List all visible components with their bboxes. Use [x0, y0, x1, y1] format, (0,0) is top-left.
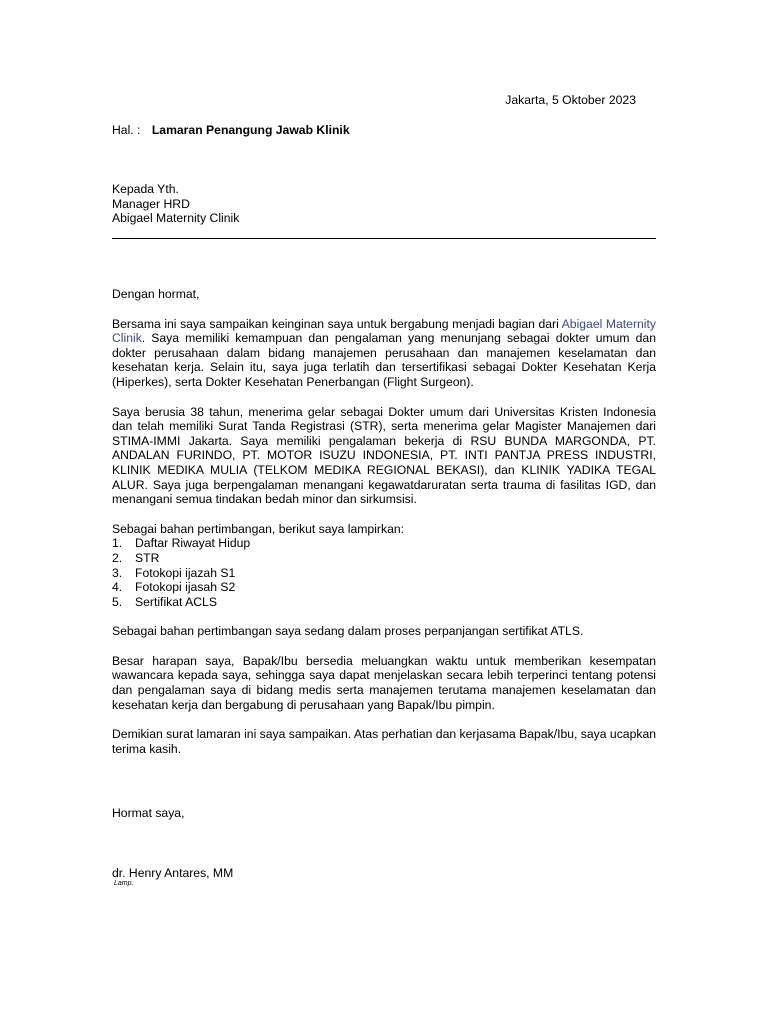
list-number: 5. [112, 594, 123, 609]
paragraph-atls: Sebagai bahan pertimbangan saya sedang dalam proses perpanjangan sertifikat ATLS. [112, 624, 584, 639]
letter-body [112, 287, 656, 771]
paragraph-text: . Saya memiliki kemampuan dan pengalaman yang menunjang sebagai dokter umum dan dokter perusahaan dalam bidang manajemen perusahaan dan manajemen keselamatan dan kesehatan kerja. Selain itu, saya juga terlatih dan tersertifikasi sebagai Dokter Kesehatan Kerja (Hiperkes), serta Dokter Kesehatan Penerbangan (Flight Surgeon). [112, 331, 656, 389]
lamp-note: Lamp. [114, 880, 134, 887]
subject-prefix: Hal. : [112, 123, 141, 137]
list-label: Fotokopi ijasah S2 [135, 580, 236, 595]
recipient-line: Abigael Maternity Clinik [112, 211, 240, 226]
list-number: 3. [112, 565, 123, 580]
paragraph-hope: Besar harapan saya, Bapak/Ibu bersedia meluangkan waktu untuk memberikan kesempatan wawancara kepada saya, sehingga saya dapat menjelaskan secara lebih terperinci tentang potensi dan pengalaman saya di bidang medis serta manajemen terutama manajemen keselamatan dan kesehatan kerja dan bergabung di perusahaan yang Bapak/Ibu pimpin. [112, 653, 656, 712]
list-label: Sertifikat ACLS [135, 594, 217, 609]
list-label: Daftar Riwayat Hidup [135, 536, 251, 551]
signer-name: dr. Henry Antares, MM [112, 866, 234, 880]
list-number: 4. [112, 580, 123, 595]
recipient-line: Kepada Yth. [112, 182, 179, 196]
list-number: 1. [112, 536, 123, 551]
paragraph-text: Bersama ini saya sampaikan keinginan saya untuk bergabung menjadi bagian dari [112, 316, 562, 331]
paragraph-intro [112, 317, 656, 390]
paragraph-closing: Demikian surat lamaran ini saya sampaikan. Atas perhatian dan kerjasama Bapak/Ibu, saya ucapkan terima kasih. [112, 727, 656, 756]
recipient-block [112, 182, 239, 226]
closing-greeting: Hormat saya, [112, 806, 185, 820]
place-date: Jakarta, 5 Oktober 2023 [505, 93, 636, 107]
list-number: 2. [112, 550, 123, 565]
paragraph-experience: Saya berusia 38 tahun, menerima gelar sebagai Dokter umum dari Universitas Kristen Indonesia dan telah memiliki Surat Tanda Registrasi (STR), serta menerima gelar Magister Manajemen dari STIMA-IMMI Jakarta. Saya memiliki pengalaman bekerja di RSU BUNDA MARGONDA, PT. ANDALAN FURINDO, PT. MOTOR ISUZU INDONESIA, PT. INTI PANTJA PRESS INDUSTRI, KLINIK MEDIKA MULIA (TELKOM MEDIKA REGIONAL BEKASI), dan KLINIK YADIKA TEGAL ALUR. Saya juga berpengalaman menangani kegawatdaruratan serta trauma di fasilitas IGD, dan menangani semua tindakan bedah minor dan sirkumsisi. [112, 404, 656, 507]
list-item [112, 566, 656, 581]
attachments-list [112, 536, 656, 609]
recipient-line: Manager HRD [112, 196, 190, 211]
salutation: Dengan hormat, [112, 287, 200, 301]
list-label: Fotokopi ijazah S1 [135, 565, 236, 580]
list-item [112, 551, 656, 566]
list-item [112, 595, 656, 610]
clinic-name: Abigael Maternity Clinik [112, 316, 656, 346]
subject-line [112, 123, 350, 138]
list-item [112, 536, 656, 551]
attachments-intro: Sebagai bahan pertimbangan, berikut saya lampirkan: [112, 521, 405, 536]
divider-line [112, 238, 656, 239]
list-item [112, 580, 656, 595]
subject-title: Lamaran Penangung Jawab Klinik [151, 123, 350, 137]
list-label: STR [135, 550, 160, 565]
